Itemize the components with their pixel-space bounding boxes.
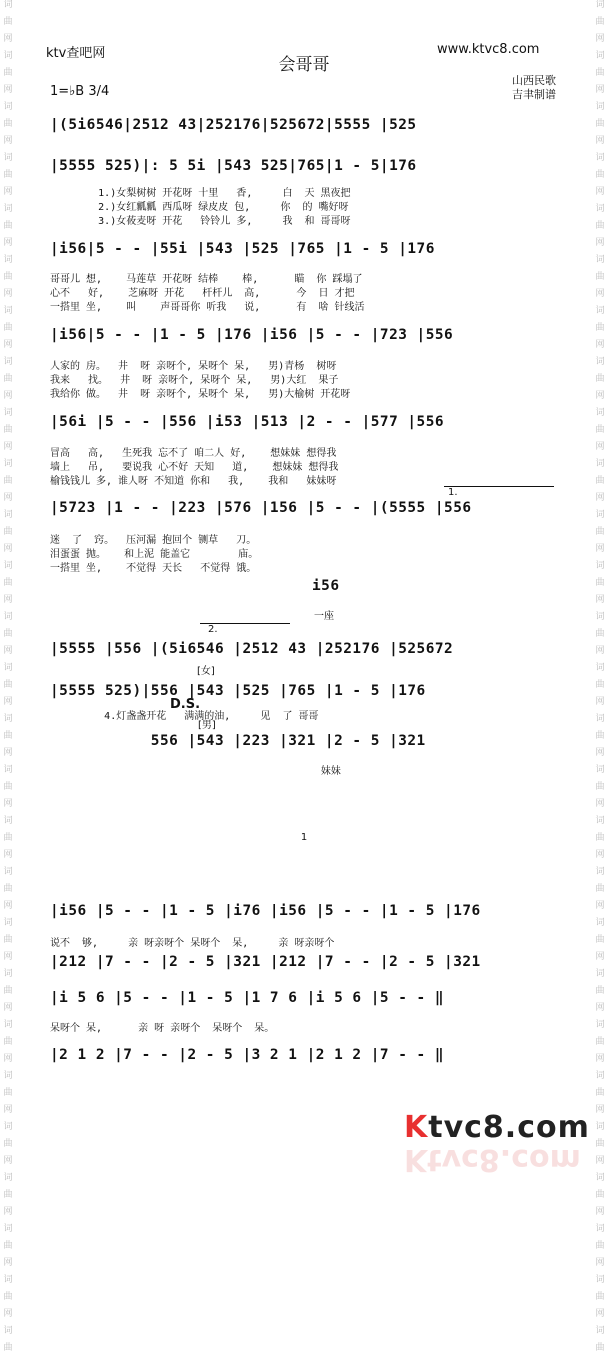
watermark-glyph: 曲	[3, 68, 13, 78]
watermark-glyph: 曲	[3, 170, 13, 180]
watermark-glyph: 曲	[3, 374, 13, 384]
watermark-glyph: 词	[595, 357, 605, 367]
watermark-glyph: 曲	[595, 221, 605, 231]
watermark-glyph: 网	[3, 136, 13, 146]
song-meta	[512, 74, 556, 102]
watermark-glyph: 网	[595, 1054, 605, 1064]
watermark-glyph: 网	[595, 850, 605, 860]
watermark-glyph: 词	[595, 510, 605, 520]
watermark-glyph: 词	[3, 357, 13, 367]
watermark-glyph: 词	[3, 1173, 13, 1183]
watermark-glyph: 词	[595, 0, 605, 10]
watermark-glyph: 网	[3, 952, 13, 962]
lyric-line: 榆钱钱儿 多, 谁人呀 不知道 你和 我, 我和 妹妹呀	[50, 476, 337, 487]
watermark-glyph: 曲	[595, 476, 605, 486]
watermark-glyph: 词	[595, 102, 605, 112]
volta-2: 2.	[208, 624, 218, 635]
watermark-glyph: 词	[3, 1122, 13, 1132]
notation-line-6: |5723 |1 - - |223 |576 |156 |5 - - |(5555 |556	[50, 500, 472, 516]
notation-line-9: 556 |543 |223 |321 |2 - 5 |321	[50, 733, 426, 749]
watermark-glyph: 词	[595, 612, 605, 622]
notation-line-1: |(5i6546|2512 43|252176|525672|5555 |525	[50, 117, 417, 133]
watermark-glyph: 网	[595, 952, 605, 962]
watermark-glyph: 词	[3, 765, 13, 775]
watermark-glyph: 网	[595, 187, 605, 197]
watermark-glyph: 曲	[595, 1088, 605, 1098]
watermark-glyph: 词	[3, 1224, 13, 1234]
watermark-glyph: 网	[595, 34, 605, 44]
lyric-line: 我给你 做。 井 呀 亲呀个, 呆呀个 呆, 男)大榆树 开花呀	[50, 389, 351, 400]
watermark-glyph: 网	[595, 646, 605, 656]
watermark-glyph: 网	[595, 1207, 605, 1217]
watermark-glyph: 网	[595, 1105, 605, 1115]
notation-line-8: |5555 525)|556 |543 |525 |765 |1 - 5 |176	[50, 683, 426, 699]
male-part-label: [男]	[198, 720, 216, 731]
right-watermark-strip	[592, 0, 608, 1353]
watermark-glyph: 词	[595, 255, 605, 265]
watermark-glyph: 词	[595, 1173, 605, 1183]
watermark-glyph: 词	[3, 867, 13, 877]
site-logo-reflection: Ktvc8.com	[404, 1142, 581, 1177]
watermark-glyph: 网	[595, 595, 605, 605]
watermark-glyph: 词	[595, 306, 605, 316]
lyric-line: 4.灯盏盏开花 满满的油, 见 了 哥哥	[50, 711, 319, 722]
notation-line-7: |5555 |556 |(5i6546 |2512 43 |252176 |525672	[50, 641, 454, 657]
watermark-glyph: 曲	[595, 1241, 605, 1251]
lyric-line: 说不 够, 亲 呀亲呀个 呆呀个 呆, 亲 呀亲呀个	[50, 938, 335, 949]
watermark-glyph: 词	[595, 969, 605, 979]
song-arranger: 吉聿制谱	[512, 88, 556, 101]
watermark-glyph: 曲	[3, 476, 13, 486]
watermark-glyph: 网	[3, 799, 13, 809]
watermark-glyph: 曲	[3, 884, 13, 894]
watermark-glyph: 曲	[595, 119, 605, 129]
watermark-glyph: 网	[3, 493, 13, 503]
watermark-glyph: 网	[595, 1309, 605, 1319]
notation-line-3: |i56|5 - - |55i |543 |525 |765 |1 - 5 |176	[50, 241, 435, 257]
watermark-glyph: 词	[3, 1020, 13, 1030]
watermark-glyph: 曲	[3, 119, 13, 129]
watermark-glyph: 曲	[595, 1343, 605, 1353]
watermark-glyph: 词	[595, 1224, 605, 1234]
site-name: ktv查吧网	[46, 46, 106, 61]
watermark-glyph: 曲	[595, 425, 605, 435]
watermark-glyph: 网	[595, 493, 605, 503]
lyric-line: 一搭里 坐, 不觉得 天长 不觉得 饿。	[50, 563, 257, 574]
lyric-line: 妹妹	[50, 766, 341, 777]
watermark-glyph: 网	[3, 1258, 13, 1268]
watermark-glyph: 曲	[3, 578, 13, 588]
watermark-glyph: 曲	[595, 170, 605, 180]
lyric-line: 墙上 吊, 要说我 心不好 天知 道, 想妹妹 想得我	[50, 462, 339, 473]
watermark-glyph: 词	[595, 714, 605, 724]
site-url: www.ktvc8.com	[437, 42, 540, 57]
watermark-glyph: 网	[595, 442, 605, 452]
watermark-glyph: 曲	[3, 1037, 13, 1047]
lyric-line: 一搭里 坐, 叫 声哥哥你 听我 说, 有 啥 针线活	[50, 302, 365, 313]
watermark-glyph: 网	[3, 340, 13, 350]
watermark-glyph: 曲	[595, 782, 605, 792]
watermark-glyph: 词	[595, 1326, 605, 1336]
watermark-glyph: 词	[3, 408, 13, 418]
notation-line-2: |5555 525)|: 5 5i |543 525|765|1 - 5|176	[50, 158, 417, 174]
watermark-glyph: 曲	[3, 731, 13, 741]
watermark-glyph: 曲	[3, 527, 13, 537]
watermark-glyph: 词	[595, 1275, 605, 1285]
watermark-glyph: 曲	[595, 1139, 605, 1149]
watermark-glyph: 词	[3, 918, 13, 928]
watermark-glyph: 网	[3, 1309, 13, 1319]
watermark-glyph: 词	[3, 255, 13, 265]
lyric-line: 人家的 房。 井 呀 亲呀个, 呆呀个 呆, 男)青杨 树呀	[50, 361, 337, 372]
watermark-glyph: 网	[595, 136, 605, 146]
watermark-glyph: 词	[3, 1071, 13, 1081]
watermark-glyph: 曲	[595, 986, 605, 996]
watermark-glyph: 词	[3, 561, 13, 571]
watermark-glyph: 网	[595, 748, 605, 758]
watermark-glyph: 词	[3, 612, 13, 622]
lyric-line: 心不 好, 芝麻呀 开花 杆杆儿 高, 今 日 才把	[50, 288, 355, 299]
watermark-glyph: 网	[3, 1003, 13, 1013]
watermark-glyph: 词	[3, 663, 13, 673]
watermark-glyph: 网	[3, 1156, 13, 1166]
notation-line-11: |212 |7 - - |2 - 5 |321 |212 |7 - - |2 - 5 |321	[50, 954, 481, 970]
watermark-glyph: 曲	[3, 935, 13, 945]
watermark-glyph: 网	[595, 697, 605, 707]
watermark-glyph: 曲	[3, 629, 13, 639]
watermark-glyph: 词	[595, 816, 605, 826]
watermark-glyph: 曲	[3, 425, 13, 435]
watermark-glyph: 网	[595, 289, 605, 299]
lyric-line: 1.)女梨树树 开花呀 十里 香, 白 天 黑夜把	[50, 188, 351, 199]
watermark-glyph: 曲	[595, 578, 605, 588]
watermark-glyph: 词	[595, 204, 605, 214]
watermark-glyph: 曲	[595, 629, 605, 639]
watermark-glyph: 词	[3, 816, 13, 826]
watermark-glyph: 曲	[3, 1139, 13, 1149]
watermark-glyph: 词	[595, 1071, 605, 1081]
lyric-line: 2.)女红瓤瓤 西瓜呀 绿皮皮 包, 你 的 嘴好呀	[50, 202, 349, 213]
notation-line-5: |56i |5 - - |556 |i53 |513 |2 - - |577 |556	[50, 414, 445, 430]
notation-line-10: |i56 |5 - - |1 - 5 |i76 |i56 |5 - - |1 - 5 |176	[50, 903, 481, 919]
lyric-line: 3.)女莜麦呀 开花 铃铃儿 多, 我 和 哥哥呀	[50, 216, 351, 227]
watermark-glyph: 词	[3, 0, 13, 10]
watermark-glyph: 词	[3, 969, 13, 979]
watermark-glyph: 网	[3, 1105, 13, 1115]
watermark-glyph: 网	[3, 1207, 13, 1217]
watermark-glyph: 网	[3, 850, 13, 860]
notation-line-12: |i 5 6 |5 - - |1 - 5 |1 7 6 |i 5 6 |5 - - ‖	[50, 990, 445, 1006]
watermark-glyph: 曲	[3, 680, 13, 690]
watermark-glyph: 曲	[595, 680, 605, 690]
watermark-glyph: 词	[3, 51, 13, 61]
watermark-glyph: 词	[595, 918, 605, 928]
watermark-glyph: 曲	[3, 221, 13, 231]
watermark-glyph: 词	[3, 714, 13, 724]
lyric-line: 我来 找。 井 呀 亲呀个, 呆呀个 呆, 男)大红 果子	[50, 375, 339, 386]
watermark-glyph: 曲	[595, 323, 605, 333]
watermark-glyph: 网	[3, 901, 13, 911]
watermark-glyph: 曲	[3, 986, 13, 996]
watermark-glyph: 曲	[595, 731, 605, 741]
dal-segno-mark: D.S.	[170, 697, 201, 712]
alternate-notes: i56	[312, 578, 340, 594]
watermark-glyph: 词	[3, 153, 13, 163]
watermark-glyph: 网	[595, 799, 605, 809]
watermark-glyph: 网	[595, 544, 605, 554]
watermark-glyph: 网	[3, 646, 13, 656]
watermark-glyph: 网	[595, 1156, 605, 1166]
female-part-label: [女]	[197, 666, 215, 677]
watermark-glyph: 网	[595, 1003, 605, 1013]
watermark-glyph: 曲	[595, 1190, 605, 1200]
watermark-glyph: 词	[3, 204, 13, 214]
watermark-glyph: 网	[3, 595, 13, 605]
watermark-glyph: 曲	[3, 1088, 13, 1098]
site-logo: Ktvc8.com	[404, 1110, 590, 1145]
watermark-glyph: 曲	[595, 833, 605, 843]
watermark-glyph: 网	[595, 85, 605, 95]
watermark-glyph: 词	[595, 1020, 605, 1030]
watermark-glyph: 网	[3, 238, 13, 248]
watermark-glyph: 网	[3, 187, 13, 197]
watermark-glyph: 词	[595, 51, 605, 61]
watermark-glyph: 词	[595, 408, 605, 418]
watermark-glyph: 网	[3, 34, 13, 44]
watermark-glyph: 词	[3, 102, 13, 112]
watermark-glyph: 曲	[595, 17, 605, 27]
watermark-glyph: 网	[595, 901, 605, 911]
watermark-glyph: 词	[595, 561, 605, 571]
watermark-glyph: 曲	[595, 272, 605, 282]
watermark-glyph: 词	[595, 765, 605, 775]
watermark-glyph: 网	[3, 289, 13, 299]
watermark-glyph: 曲	[3, 833, 13, 843]
watermark-glyph: 曲	[3, 1241, 13, 1251]
watermark-glyph: 词	[595, 459, 605, 469]
watermark-glyph: 词	[3, 1275, 13, 1285]
lyric-line: 泪蛋蛋 抛。 和上泥 能盖它 庙。	[50, 549, 259, 560]
watermark-glyph: 网	[3, 748, 13, 758]
alternate-lyric: 一座	[314, 611, 334, 622]
watermark-glyph: 曲	[595, 68, 605, 78]
watermark-glyph: 网	[595, 391, 605, 401]
watermark-glyph: 曲	[595, 527, 605, 537]
watermark-glyph: 词	[3, 306, 13, 316]
volta-1: 1.	[448, 487, 458, 498]
watermark-glyph: 曲	[3, 1343, 13, 1353]
watermark-glyph: 曲	[3, 1292, 13, 1302]
notation-line-4: |i56|5 - - |1 - 5 |176 |i56 |5 - - |723 |556	[50, 327, 454, 343]
watermark-glyph: 网	[595, 1258, 605, 1268]
watermark-glyph: 曲	[3, 1190, 13, 1200]
watermark-glyph: 网	[595, 238, 605, 248]
lyric-line: 哥哥儿 想, 马莲草 开花呀 结棒 棒, 瞄 你 踩塌了	[50, 274, 363, 285]
watermark-glyph: 曲	[595, 1037, 605, 1047]
watermark-glyph: 曲	[3, 272, 13, 282]
watermark-glyph: 网	[3, 391, 13, 401]
lyric-line: 呆呀个 呆, 亲 呀 亲呀个 呆呀个 呆。	[50, 1023, 275, 1034]
watermark-glyph: 网	[595, 340, 605, 350]
watermark-glyph: 网	[3, 442, 13, 452]
watermark-glyph: 网	[3, 544, 13, 554]
watermark-glyph: 曲	[595, 935, 605, 945]
watermark-glyph: 网	[3, 1054, 13, 1064]
left-watermark-strip	[0, 0, 16, 1353]
watermark-glyph: 词	[3, 510, 13, 520]
watermark-glyph: 词	[595, 867, 605, 877]
watermark-glyph: 词	[3, 1326, 13, 1336]
watermark-glyph: 词	[595, 663, 605, 673]
watermark-glyph: 网	[3, 697, 13, 707]
watermark-glyph: 词	[595, 153, 605, 163]
watermark-glyph: 曲	[595, 1292, 605, 1302]
watermark-glyph: 词	[595, 1122, 605, 1132]
watermark-glyph: 曲	[595, 374, 605, 384]
song-title: 会哥哥	[278, 55, 330, 75]
watermark-glyph: 网	[3, 85, 13, 95]
key-signature: 1=♭B 3/4	[50, 84, 110, 99]
watermark-glyph: 词	[3, 459, 13, 469]
watermark-glyph: 曲	[3, 323, 13, 333]
song-origin: 山西民歌	[512, 74, 556, 87]
page-number: 1	[300, 832, 308, 843]
lyric-line: 迷 了 窍。 压河漏 抱回个 铡草 刀。	[50, 535, 257, 546]
lyric-line: 冒高 高, 生死我 忘不了 咱二人 好, 想妹妹 想得我	[50, 448, 337, 459]
watermark-glyph: 曲	[3, 782, 13, 792]
watermark-glyph: 曲	[3, 17, 13, 27]
watermark-glyph: 曲	[595, 884, 605, 894]
notation-line-13: |2 1 2 |7 - - |2 - 5 |3 2 1 |2 1 2 |7 - - ‖	[50, 1047, 445, 1063]
